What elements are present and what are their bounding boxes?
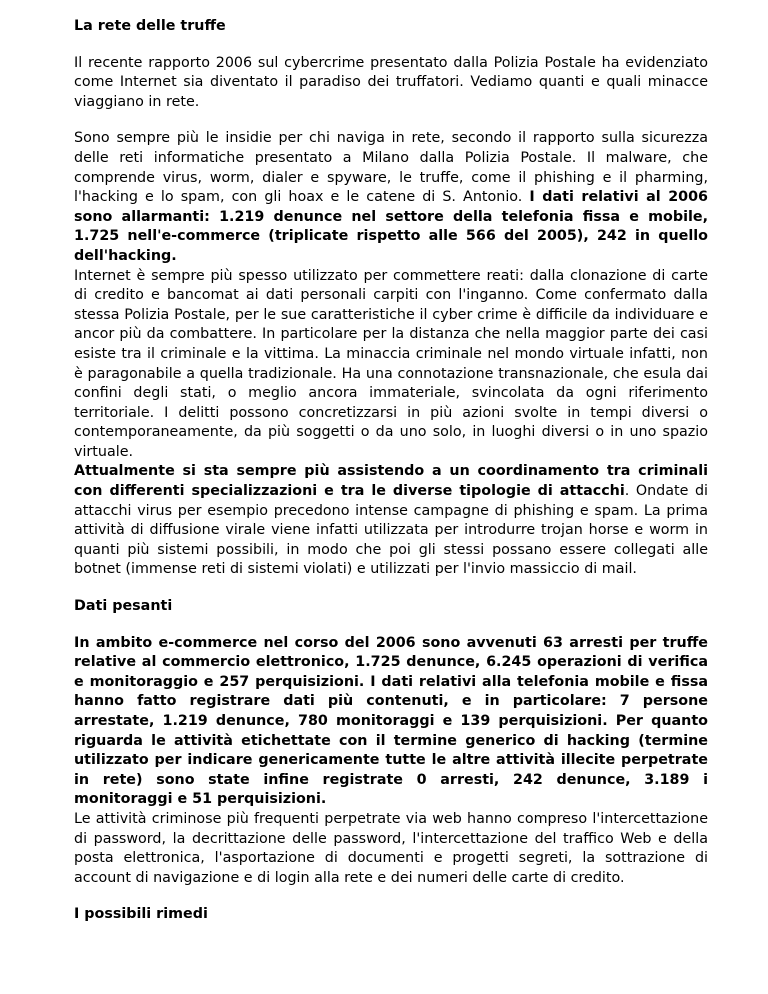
main-paragraph-bold-coordination: Attualmente si sta sempre più assistendo a un coordinamento tra criminali con differenti specializzazioni e tra le diverse tipologie di attacchi [74, 463, 708, 500]
main-paragraph-bold-stats: I dati relativi al 2006 sono allarmanti: 1.219 denunce nel settore della telefonia fissa e mobile, 1.725 nell'e-commerce (triplicate rispetto alle 566 del 2005), 242 in quello dell'hacking. [74, 189, 709, 264]
stats-paragraph [74, 617, 708, 889]
main-paragraph-middle: Internet è sempre più spesso utilizzato per commettere reati: dalla clonazione di carte di credito e bancomat ai dati personali carpiti con l'inganno. Come confermato dalla stessa Polizia Postale, per le sue caratteristiche il cyber crime è difficile da individuare e ancor più da combattere. In particolare per la distanza che nella maggior parte dei casi esiste tra il criminale e la vittima. La minaccia criminale nel mondo virtuale infatti, non è paragonabile a quella tradizionale. Ha una connotazione transnazionale, che esula dai confini degli stati, o meglio ancora immateriale, svincolata da ogni riferimento territoriale. I delitti possono concretizzarsi in più azioni svolte in tempi diversi o contemporaneamente, da più soggetti o da uno solo, in luoghi diversi o in uno spazio virtuale. [74, 267, 708, 460]
main-paragraph-tail: . Ondate di attacchi virus per esempio precedono intense campagne di phishing e spam. La prima attività di diffusione virale viene infatti utilizzata per introdurre trojan horse e worm in quanti più sistemi possibili, in modo che poi gli stessi possano essere collegati alle botnet (immense reti di sistemi violati) e utilizzati per l'invio massiccio di mail. [74, 483, 709, 578]
section-heading-possibili-rimedi: I possibili rimedi [74, 906, 208, 923]
stats-bold-text: In ambito e-commerce nel corso del 2006 sono avvenuti 63 arresti per truffe relative al commercio elettronico, 1.725 denunce, 6.245 operazioni di verifica e monitoraggio e 257 perquisizioni. I dati relativi alla telefonia mobile e fissa hanno fatto registrare dati più contenuti, e in particolare: 7 persone arrestate, 1.219 denunce, 780 monitoraggi e 139 perquisizioni. Per quanto riguarda le attività etichettate con il termine generico di hacking (termine utilizzato per indicare genericamente tutte le altre attività illecite perpetrate in rete) sono state infine registrate 0 arresti, 242 denunce, 3.189 i monitoraggi e 51 perquisizioni. [74, 634, 708, 808]
main-paragraph-lead: Sono sempre più le insidie per chi naviga in rete, secondo il rapporto sulla sicurezza delle reti informatiche presentato a Milano dalla Polizia Postale. Il malware, che comprende virus, worm, dialer e spyware, le truffe, come il phishing e il pharming, l'hacking e lo spam, con gli hoax e le catene di S. Antonio. [74, 130, 708, 206]
section-heading-rete-truffe: La rete delle truffe [74, 18, 226, 34]
section-heading-dati-pesanti: Dati pesanti [74, 598, 173, 615]
main-paragraph [74, 112, 708, 580]
intro-paragraph: Il recente rapporto 2006 sul cybercrime presentato dalla Polizia Postale ha evidenziato come Internet sia diventato il paradiso dei truffatori. Vediamo quanti e quali minacce viaggiano in rete. [74, 54, 708, 110]
stats-plain-text: Le attività criminose più frequenti perpetrate via web hanno compreso l'intercettazione di password, la decrittazione delle password, l'intercettazione del traffico Web e della posta elettronica, l'asportazione di documenti e progetti segreti, la sottrazione di account di navigazione e di login alla rete e dei numeri delle carte di credito. [74, 810, 708, 886]
